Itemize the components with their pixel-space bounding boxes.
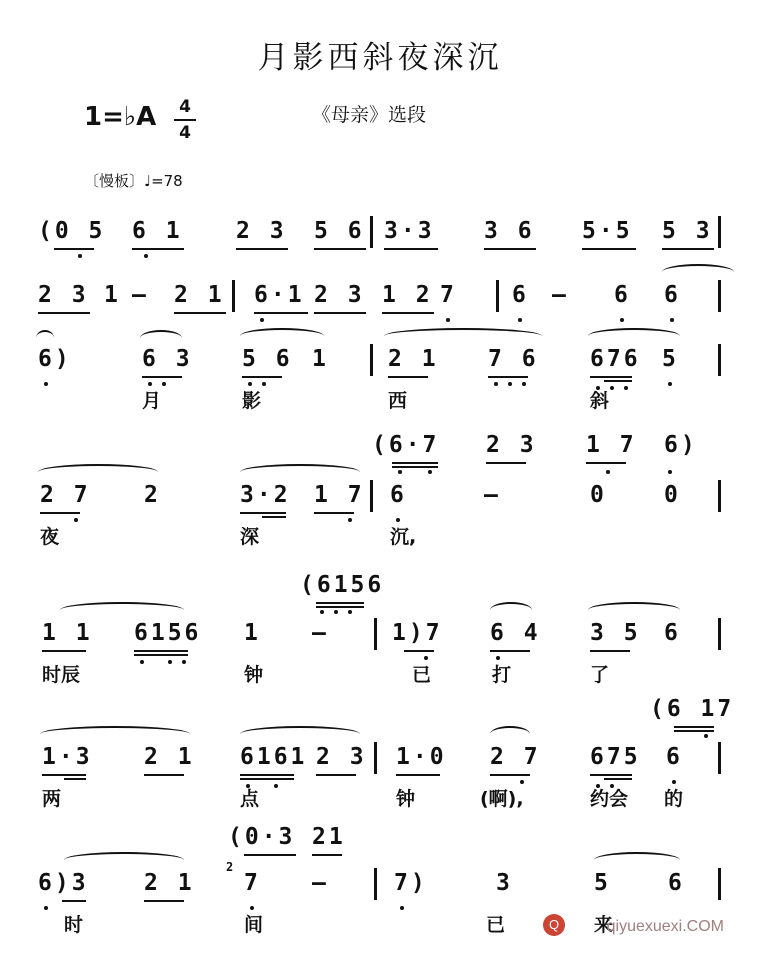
slur — [588, 328, 680, 344]
note-group: 7 6 — [488, 346, 539, 372]
underline — [174, 312, 226, 314]
underline-double — [392, 466, 438, 468]
underline-double — [240, 778, 294, 780]
staff-line-6 — [0, 696, 760, 810]
note-group: 6156 — [134, 620, 202, 646]
underline-double — [134, 654, 188, 656]
note-group: 1 — [312, 346, 329, 372]
tempo-marking: 〔慢板〕♩=78 — [84, 172, 183, 190]
underline — [662, 248, 714, 250]
underline — [144, 900, 184, 902]
note-group: 5 — [594, 870, 611, 896]
note-group: — — [312, 870, 329, 896]
slur — [240, 726, 360, 742]
lyric: 深 — [240, 526, 260, 548]
lyric: (啊), — [480, 788, 524, 810]
time-signature — [174, 96, 196, 144]
note-group: 2 7 — [40, 482, 91, 508]
lyric: 钟 — [396, 788, 416, 810]
note-group: — — [552, 282, 569, 308]
watermark-logo-icon: Q — [543, 914, 565, 936]
underline-double — [316, 606, 364, 608]
underline-double — [674, 730, 714, 732]
barline — [370, 480, 373, 512]
underline — [242, 376, 282, 378]
low-dot — [44, 906, 48, 910]
underline — [314, 312, 366, 314]
low-dot — [494, 382, 498, 386]
note-group: 5 3 — [662, 218, 713, 244]
slur — [64, 852, 184, 868]
lyric: 西 — [388, 390, 408, 412]
note-group: 2 7 — [490, 744, 541, 770]
note-group: 6) — [38, 346, 72, 372]
note-group: 3 5 — [590, 620, 641, 646]
lyric: 已 — [412, 664, 432, 686]
note-group: (6·7 — [372, 432, 440, 458]
time-signature-bottom: 4 — [179, 123, 191, 143]
underline — [404, 650, 434, 652]
low-dot — [400, 906, 404, 910]
underline — [254, 312, 308, 314]
note-group: (0·3 — [228, 824, 296, 850]
underline — [590, 650, 630, 652]
slur — [240, 328, 324, 344]
low-dot — [670, 318, 674, 322]
slur — [384, 328, 542, 344]
underline — [312, 854, 342, 856]
underline — [486, 462, 526, 464]
underline — [392, 462, 438, 464]
underline — [484, 248, 536, 250]
low-dot — [320, 610, 324, 614]
note-group: 5 — [662, 346, 679, 372]
note-group: 2 3 — [316, 744, 367, 770]
staff-line-3 — [0, 346, 760, 412]
underline — [384, 248, 438, 250]
note-group: 6 — [664, 620, 681, 646]
note-group: 3·3 — [384, 218, 435, 244]
note-group: 1 1 — [42, 620, 93, 646]
underline — [396, 774, 440, 776]
note-group: 6161 — [240, 744, 308, 770]
note-group: 6 4 — [490, 620, 541, 646]
note-group: 6 — [666, 744, 683, 770]
lyric: 夜 — [40, 526, 60, 548]
lyric: 打 — [492, 664, 512, 686]
lyric: 点 — [240, 788, 260, 810]
note-group: 6 — [668, 870, 685, 896]
note-group: 675 — [590, 744, 641, 770]
underline — [240, 512, 286, 514]
time-signature-bar — [174, 119, 196, 121]
lyric: 斜 — [590, 390, 610, 412]
underline — [314, 248, 366, 250]
note-group: 5·5 — [582, 218, 633, 244]
time-signature-top: 4 — [179, 97, 191, 117]
underline — [42, 774, 86, 776]
underline — [142, 376, 182, 378]
barline — [718, 742, 721, 774]
barline — [718, 618, 721, 650]
barline — [370, 344, 373, 376]
low-dot — [522, 382, 526, 386]
slur — [594, 852, 680, 868]
slur — [588, 602, 680, 618]
underline — [314, 512, 354, 514]
key-signature: 1=♭A — [84, 102, 157, 132]
low-dot — [274, 784, 278, 788]
slur — [240, 464, 360, 480]
low-dot — [168, 660, 172, 664]
note-group: — — [484, 482, 501, 508]
lyric: 来 — [594, 914, 614, 936]
underline — [62, 900, 86, 902]
note-group: 1 7 — [586, 432, 637, 458]
note-group: 6 1 — [132, 218, 183, 244]
barline — [374, 742, 377, 774]
note-group: 2 3 — [486, 432, 537, 458]
underline — [590, 376, 632, 378]
lyric: 两 — [42, 788, 62, 810]
low-dot — [260, 318, 264, 322]
barline — [496, 280, 499, 312]
low-dot — [348, 610, 352, 614]
note-group: (6 17 — [650, 696, 735, 722]
barline — [370, 216, 373, 248]
lyric: 约会 — [590, 788, 629, 810]
barline — [374, 618, 377, 650]
underline — [582, 248, 636, 250]
low-dot — [262, 382, 266, 386]
low-dot — [518, 318, 522, 322]
underline — [134, 650, 188, 652]
slur — [38, 464, 158, 480]
page-title: 月影西斜夜深沉 — [257, 40, 503, 76]
low-dot — [668, 470, 672, 474]
low-dot — [624, 386, 628, 390]
underline — [42, 650, 86, 652]
note-group: 1·3 — [42, 744, 93, 770]
note-group: 6)3 — [38, 870, 89, 896]
slur — [40, 726, 190, 742]
lyric: 钟 — [244, 664, 264, 686]
note-group: 1 — [104, 282, 121, 308]
underline — [674, 726, 714, 728]
staff-line-1 — [0, 218, 760, 278]
lyric: 影 — [242, 390, 262, 412]
note-group: 676 — [590, 346, 641, 372]
note-group: 1)7 — [392, 620, 443, 646]
underline-double — [64, 778, 86, 780]
low-dot — [144, 254, 148, 258]
underline — [316, 602, 364, 604]
note-group: (6156 — [300, 572, 385, 598]
underline — [388, 376, 428, 378]
lyric: 沉, — [390, 526, 417, 548]
note-group: 7 — [440, 282, 457, 308]
underline — [586, 462, 626, 464]
low-dot — [398, 470, 402, 474]
barline — [232, 280, 235, 312]
note-group: 3 6 — [484, 218, 535, 244]
underline — [316, 774, 356, 776]
low-dot — [610, 386, 614, 390]
note-group: 2 3 — [314, 282, 365, 308]
lyric: 已 — [486, 914, 506, 936]
note-group: (0 5 — [38, 218, 106, 244]
note-group: 6 — [390, 482, 407, 508]
note-group: 2 — [144, 482, 161, 508]
note-group: 2 1 — [174, 282, 225, 308]
low-dot — [704, 734, 708, 738]
grace-note: 2 — [226, 860, 234, 874]
note-group: 3 — [496, 870, 513, 896]
note-group: — — [132, 282, 149, 308]
underline-double — [604, 778, 632, 780]
note-group: 6 3 — [142, 346, 193, 372]
underline-double — [262, 516, 286, 518]
low-dot — [508, 382, 512, 386]
note-group: 5 6 — [242, 346, 293, 372]
lyric: 时 — [64, 914, 84, 936]
low-dot — [44, 382, 48, 386]
note-group: 3·2 — [240, 482, 291, 508]
underline — [236, 248, 288, 250]
underline — [590, 774, 632, 776]
note-group: 6·1 — [254, 282, 305, 308]
low-dot — [162, 382, 166, 386]
note-group: 1 7 — [314, 482, 365, 508]
tie — [662, 264, 734, 280]
note-group: 7 — [244, 870, 261, 896]
note-group: 5 6 — [314, 218, 365, 244]
note-group: 1 2 — [382, 282, 433, 308]
note-group: 21 — [312, 824, 346, 850]
underline — [488, 376, 528, 378]
barline — [718, 344, 721, 376]
lyric: 月 — [142, 390, 162, 412]
low-dot — [606, 470, 610, 474]
note-group: 1·0 — [396, 744, 447, 770]
low-dot — [446, 318, 450, 322]
low-dot — [668, 382, 672, 386]
barline — [374, 868, 377, 900]
note-group: 2 3 — [38, 282, 89, 308]
note-group: — — [312, 620, 329, 646]
low-dot — [428, 470, 432, 474]
underline-double — [604, 380, 632, 382]
staff-line-4 — [0, 432, 760, 548]
low-dot — [348, 518, 352, 522]
low-dot — [182, 660, 186, 664]
slur — [60, 602, 184, 618]
lyric: 的 — [664, 788, 684, 810]
underline — [144, 774, 184, 776]
underline — [244, 854, 296, 856]
note-group: 6 — [664, 282, 681, 308]
underline — [38, 312, 90, 314]
barline — [718, 868, 721, 900]
note-group: 2 1 — [388, 346, 439, 372]
note-group: 2 1 — [144, 870, 195, 896]
low-dot — [74, 518, 78, 522]
low-dot — [78, 254, 82, 258]
lyric: 时辰 — [42, 664, 81, 686]
slur — [140, 330, 182, 346]
lyric: 间 — [244, 914, 264, 936]
slur — [490, 602, 532, 618]
staff-line-5 — [0, 572, 760, 686]
note-group: 6 — [614, 282, 631, 308]
low-dot — [140, 660, 144, 664]
low-dot — [620, 318, 624, 322]
note-group: 0 — [590, 482, 607, 508]
barline — [718, 216, 721, 248]
slur — [490, 726, 530, 742]
underline — [132, 248, 184, 250]
lyric: 了 — [590, 664, 610, 686]
barline — [718, 480, 721, 512]
note-group: 7) — [394, 870, 428, 896]
watermark-text: qiyuexuexi.COM — [606, 918, 724, 935]
barline — [718, 280, 721, 312]
note-group: 0 — [664, 482, 681, 508]
low-dot — [334, 610, 338, 614]
underline — [40, 512, 80, 514]
note-group: 2 3 — [236, 218, 287, 244]
note-group: 6) — [664, 432, 698, 458]
underline — [490, 774, 530, 776]
underline — [490, 650, 530, 652]
note-group: 6 — [512, 282, 529, 308]
note-group: 2 1 — [144, 744, 195, 770]
subtitle: 《母亲》选段 — [312, 104, 427, 126]
underline — [382, 312, 434, 314]
tie-end — [36, 330, 54, 346]
underline — [54, 248, 94, 250]
note-group: 1 — [244, 620, 261, 646]
underline — [240, 774, 294, 776]
